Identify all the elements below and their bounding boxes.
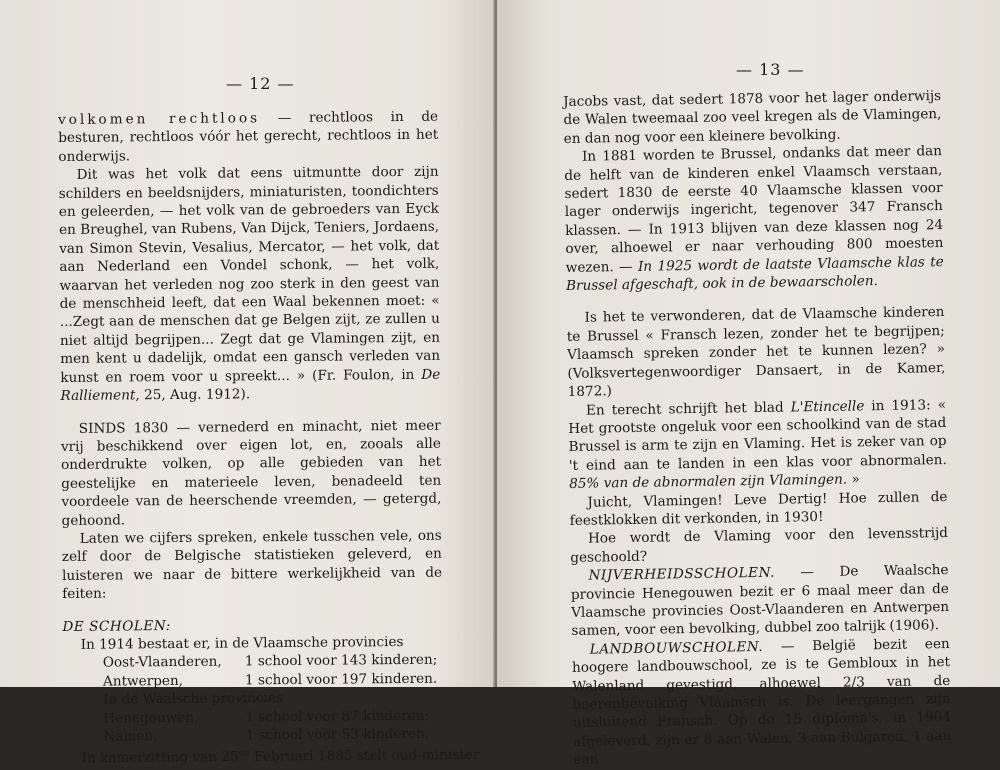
- province-name: Antwerpen,: [102, 672, 184, 690]
- paragraph: [58, 108, 438, 167]
- emphasis-text: 85% van de abnormalen zijn Vlamingen.: [569, 471, 848, 493]
- paragraph: Jacobs vast, dat sedert 1878 voor het lager onderwijs de Walen tweemaal zoo veel kregen als de Vlamingen, en dan nog voor een kleinere bevolking.: [563, 88, 942, 147]
- paragraph: Laten we cijfers spreken, enkele tusschen vele, ons zelf door de Belgische statistieken geleverd, en luisteren we naar de bittere werkelijkheid van de feiten:: [61, 527, 443, 603]
- paragraph-text: — De Waalsche provincie Henegouwen bezit er 6 maal meer dan de Vlaamsche provincies Oost-Vlaanderen en Antwerpen samen, voor een bevolking, dubbel zoo talrijk (1906).: [570, 562, 950, 640]
- paragraph: Hoe wordt de Vlaming voor den levensstrijd geschoold?: [570, 525, 949, 566]
- line-text: Februari 1885 stelt oud-minister: [249, 747, 480, 766]
- paragraph-text: — rechtloos in de besturen, rechtloos vóór het gerecht, rechtloos in het onderwijs.: [58, 108, 439, 165]
- right-page-text: [563, 87, 952, 769]
- line-text: In kamerzitting van 25: [81, 749, 239, 767]
- walloon-intro-line: In de Waalsche provincies: [103, 690, 283, 708]
- emphasis-text: In 1925 wordt de laatste Vlaamsche klas te Brussel afgeschaft, ook in de bewaarscholen.: [565, 253, 944, 295]
- province-name: Henegouwen,: [103, 709, 199, 727]
- page-number-left: — 12 —: [226, 74, 295, 93]
- superscript: en: [238, 748, 250, 759]
- school-row: [63, 669, 443, 691]
- paragraph: [568, 396, 947, 494]
- school-count: 1 school voor 53 kinderen.: [245, 725, 430, 744]
- paragraph-text: En terecht schrijft het blad: [585, 398, 791, 419]
- left-page-text: [58, 108, 480, 769]
- schools-intro-line: In 1914 bestaat er, in de Vlaamsche provincies: [80, 633, 404, 653]
- schools-section: [62, 614, 480, 768]
- school-count: 1 school voor 143 kinderen;: [244, 652, 438, 670]
- citation-title: De Ralliement: [60, 366, 441, 405]
- paragraph: [570, 561, 949, 641]
- paragraph: SINDS 1830 — vernederd en minacht, niet meer vrij beschikkend over eigen lot, en, zooals alle onderdrukte volken, op alle gebieden van het geestelijke en materieele leven, benadeeld ten voordeele van de heerschende vreemden, — getergd, gehoond.: [60, 417, 442, 529]
- school-count: 1 school voor 197 kinderen.: [244, 670, 438, 689]
- paragraph: Juicht, Vlamingen! Leve Dertig! Hoe zullen de feestklokken dit verkonden, in 1930!: [569, 488, 948, 529]
- paragraph-text: in 1913: « Het grootste ongeluk voor een schoolkind van de stad Brussel is arm te zijn en Vlaming. Het is zeker van op 't eind aan te landen in een klas voor abnormalen.: [568, 396, 947, 474]
- right-page: [497, 0, 1000, 769]
- left-page: [0, 0, 495, 767]
- spaced-text: volkomen rechtloos: [58, 110, 261, 128]
- province-name: Oost-Vlaanderen,: [102, 653, 222, 672]
- province-name: Namen,: [103, 728, 158, 745]
- section-heading: LANDBOUWSCHOLEN.: [589, 638, 764, 658]
- school-count: 1 school voor 87 kinderen;: [245, 707, 430, 725]
- paragraph: Is het te verwonderen, dat de Vlaamsche kinderen te Brussel « Fransch lezen, zonder het te begrijpen; Vlaamsch spreken zonder het te kunnen lezen? » (Volksvertegenwoordiger Dansaert, in de Kamer, 1872.): [566, 304, 946, 401]
- paragraph-text: In 1881 worden te Brussel, ondanks dat meer dan de helft van de kinderen enkel Vlaamsch verstaan, sedert 1830 de eerste 40 Vlaamsche klassen voor lager onderwijs ingericht, tegenover 347 Fransch klassen. — In 1913 blijven van deze klassen nog 24 over, alhoewel er naar verhouding 800 moesten wezen. —: [564, 143, 944, 276]
- publication-title: L'Etincelle: [790, 397, 865, 415]
- paragraph-text: — België bezit een hoogere landbouwschool, ze is te Gembloux in het Walenland gevestigd, alhoewel 2/3 van de boerenbevolking Vlaamsch is. De leergangen zijn uitsluitend Fransch. Op de 15 diploma's, in 1904 afgeleverd, zijn er 8 aan Walen, 3 aan Bulgaren, 1 aan een: [571, 635, 952, 769]
- paragraph-text: , 25, Aug. 1912).: [135, 386, 251, 404]
- paragraph-text: »: [847, 471, 860, 488]
- paragraph: [58, 163, 440, 406]
- section-heading: DE SCHOLEN:: [62, 617, 171, 635]
- section-heading: NIJVERHEIDSSCHOLEN.: [588, 564, 776, 584]
- paragraph-text: Dit was het volk dat eens uitmuntte door zijn schilders en beeldsnijders, miniaturisten, toondichters en geleerden, — het volk van de gebroeders van Eyck en Breughel, van Rubens, Van Dijck, Teniers, Jordaens, van Simon Stevin, Vesalius, Mercator, — het volk, dat aan Nederland een Vondel schonk, — het volk, waarvan het verleden nog zoo sterk in den geest van de menschheid leeft, dat een Waal bekennen moet: « ...Zegt aan de menschen dat ge Belgen zijt, ze zullen u niet altijd begrijpen... Zegt dat ge Vlamingen zijt, en men kent u dadelijk, omdat een gansch verleden van kunst en roem voor u spreekt... » (Fr. Foulon, in: [58, 163, 441, 386]
- paragraph: [572, 635, 952, 770]
- last-line: [64, 743, 480, 768]
- paragraph: [564, 142, 944, 295]
- page-number-right: — 13 —: [736, 60, 805, 79]
